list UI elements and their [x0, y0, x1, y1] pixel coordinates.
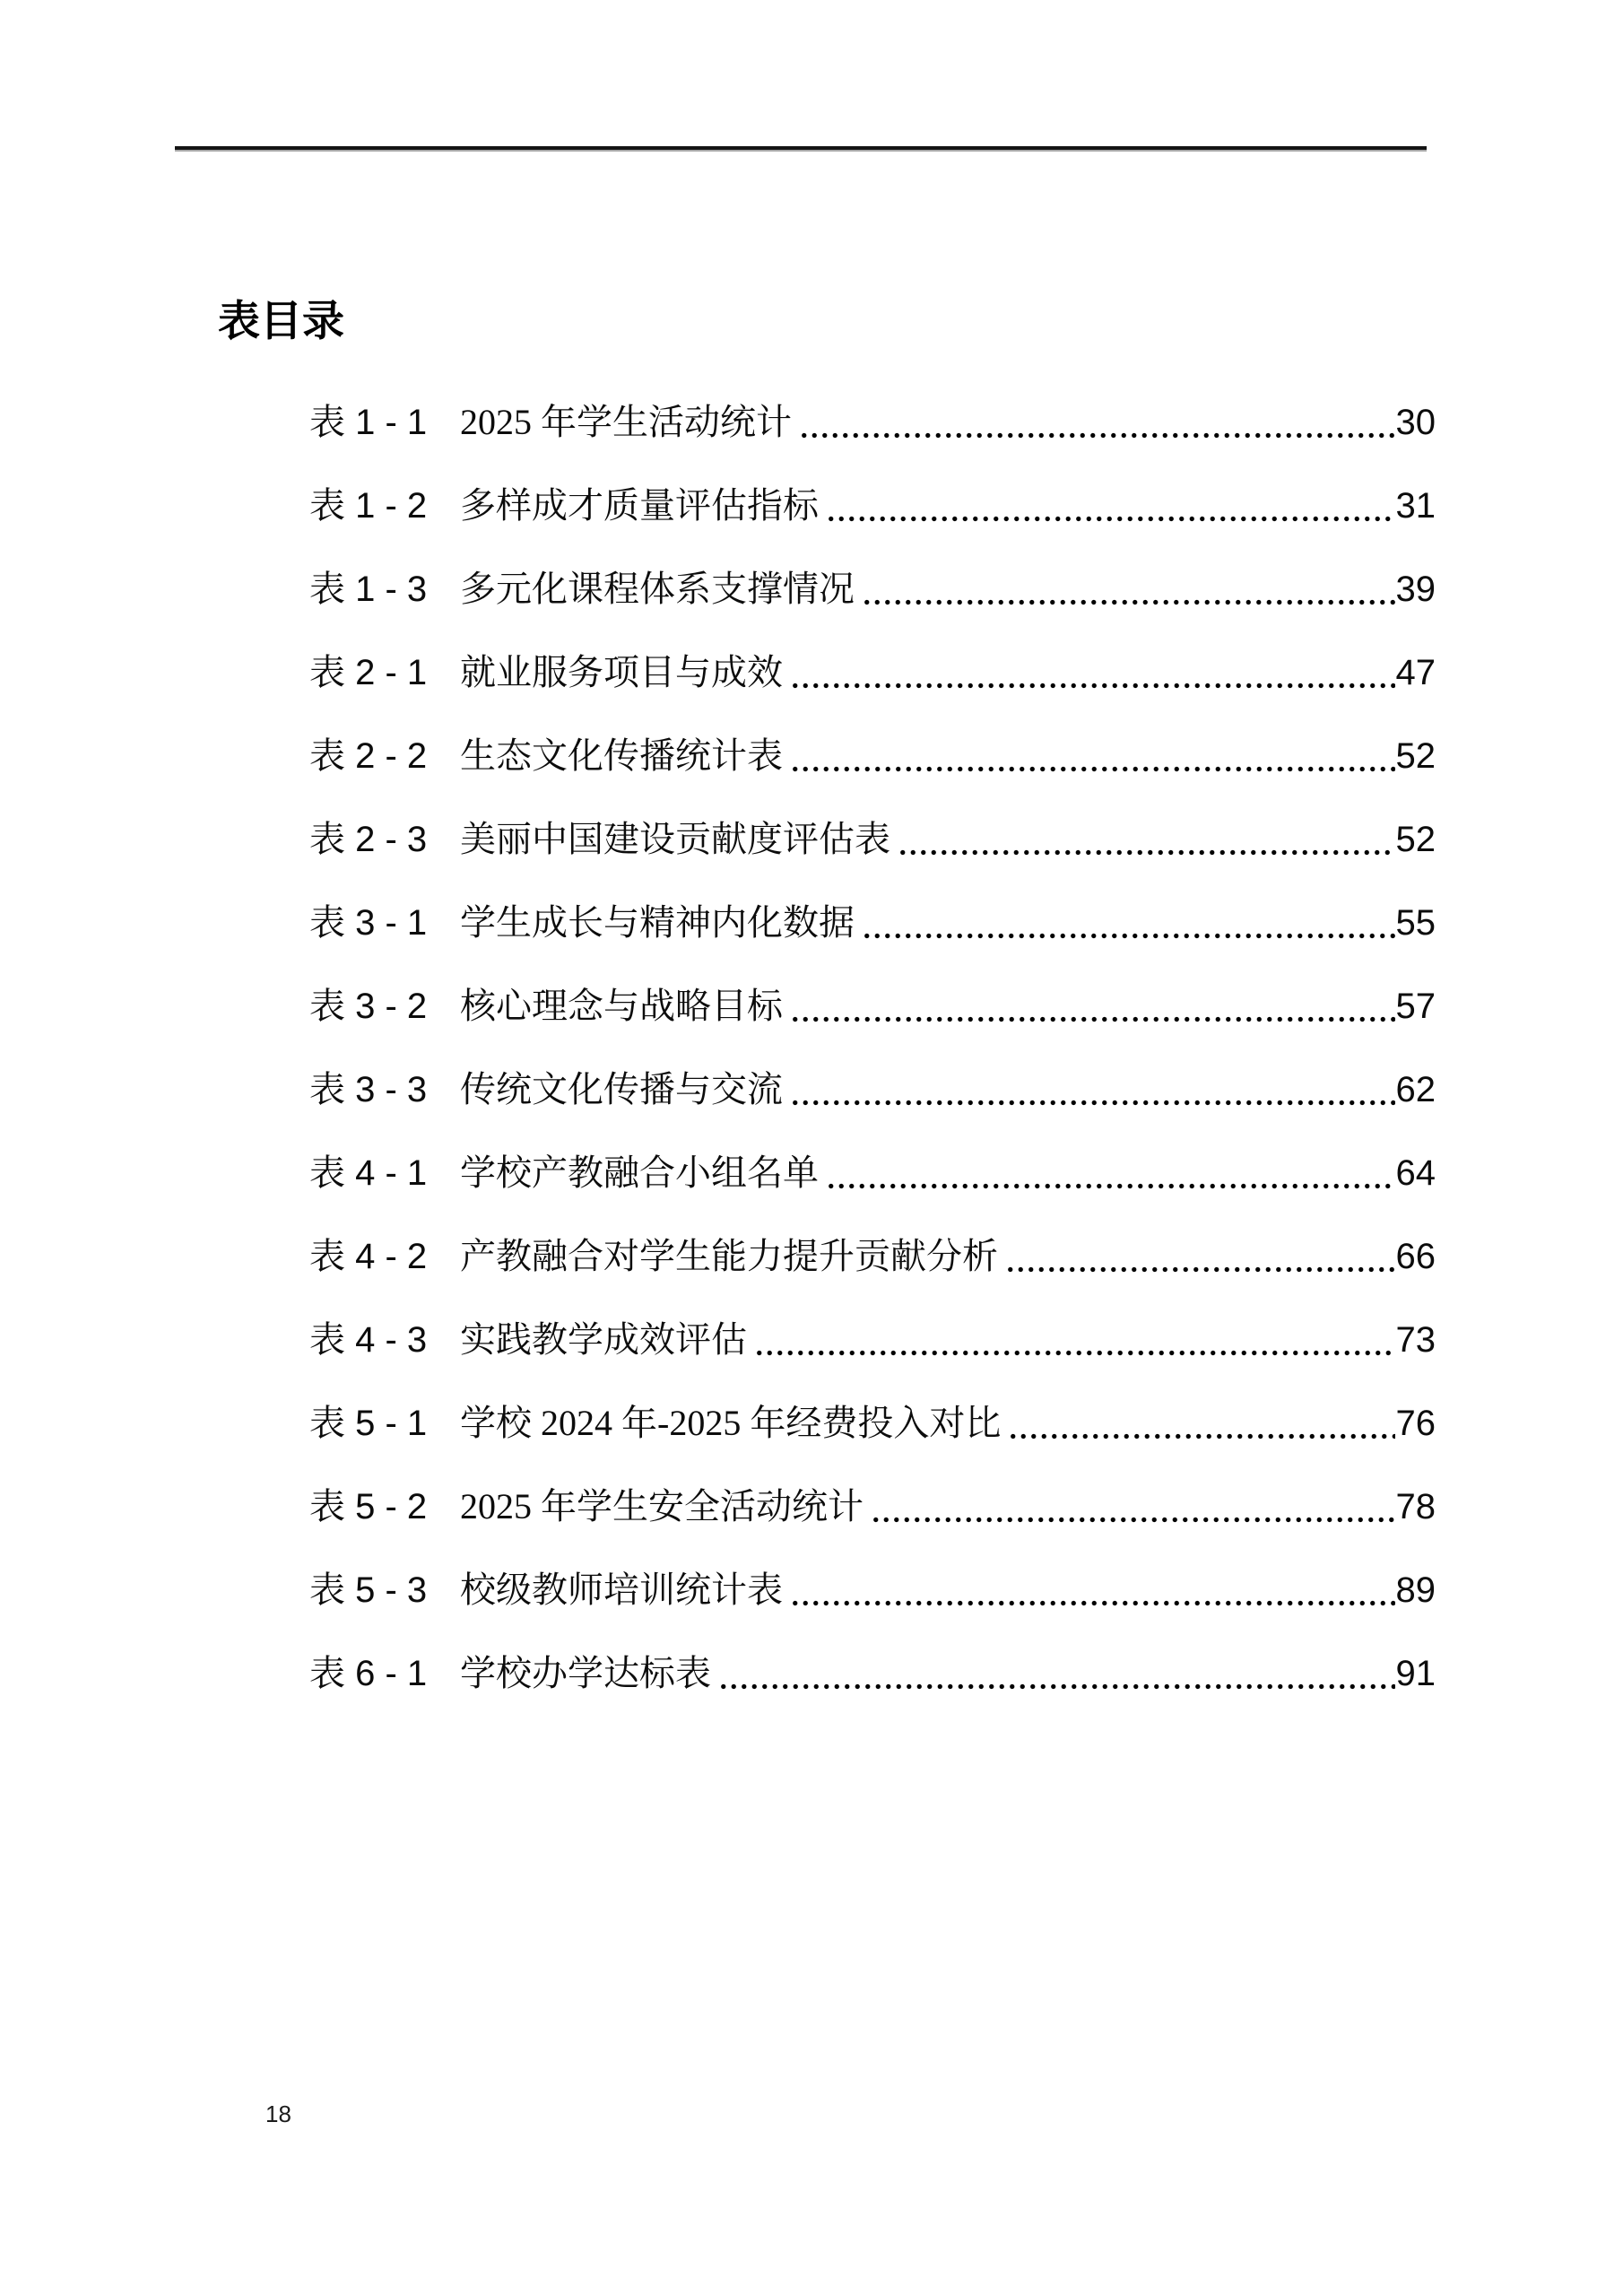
dot-leader — [790, 1074, 1395, 1106]
toc-entry-title: 学生成长与精神内化数据 — [460, 901, 855, 943]
toc-entry-label: 表 4 - 1 — [309, 1152, 428, 1193]
toc-entry-title: 产教融合对学生能力提升贡献分析 — [460, 1235, 998, 1276]
toc-entry-page: 52 — [1395, 735, 1436, 776]
toc-entry-label: 表 3 - 2 — [309, 986, 428, 1026]
toc-entry-page: 30 — [1395, 402, 1436, 442]
toc-entry-label: 表 1 - 1 — [309, 402, 428, 442]
dot-leader — [871, 1491, 1395, 1523]
toc-entry-page: 78 — [1395, 1486, 1436, 1526]
toc-entry-title: 学校办学达标表 — [460, 1652, 711, 1693]
toc-entry-page: 39 — [1395, 569, 1436, 609]
toc-entry[interactable] — [309, 631, 1436, 714]
toc-entry[interactable] — [309, 1381, 1436, 1465]
toc-entry-page: 73 — [1395, 1319, 1436, 1360]
toc-entry[interactable] — [309, 1548, 1436, 1631]
dot-leader — [826, 1157, 1395, 1189]
toc-entry-title: 多元化课程体系支撑情况 — [460, 568, 855, 609]
toc-entry-page: 76 — [1395, 1403, 1436, 1443]
toc-entry-title: 实践教学成效评估 — [460, 1318, 747, 1360]
toc-entry-title: 传统文化传播与交流 — [460, 1068, 783, 1109]
toc-entry-title: 就业服务项目与成效 — [460, 651, 783, 692]
toc-entry-label: 表 1 - 2 — [309, 485, 428, 526]
toc-entry-label: 表 2 - 1 — [309, 652, 428, 692]
toc-entry-title: 核心理念与战略目标 — [460, 985, 783, 1026]
toc-entry-label: 表 1 - 3 — [309, 569, 428, 609]
toc-entry-label: 表 3 - 3 — [309, 1069, 428, 1109]
toc-entry[interactable] — [309, 547, 1436, 631]
dot-leader — [1008, 1407, 1394, 1439]
toc-entry[interactable] — [309, 1298, 1436, 1381]
toc-entry-title: 学校 2024 年-2025 年经费投入对比 — [460, 1402, 1002, 1443]
toc-entry[interactable] — [309, 964, 1436, 1048]
dot-leader — [790, 990, 1395, 1022]
toc-entry-page: 52 — [1395, 819, 1436, 859]
dot-leader — [790, 657, 1395, 689]
toc-entry-title: 2025 年学生活动统计 — [460, 401, 792, 442]
toc-entry-label: 表 2 - 3 — [309, 819, 428, 859]
toc-entry-page: 91 — [1395, 1653, 1436, 1693]
toc-entry-page: 64 — [1395, 1152, 1436, 1193]
dot-leader — [718, 1657, 1395, 1690]
toc-entry-page: 89 — [1395, 1570, 1436, 1610]
toc-entry[interactable] — [309, 1214, 1436, 1298]
toc-entry[interactable] — [309, 1465, 1436, 1548]
toc-entry-label: 表 2 - 2 — [309, 735, 428, 776]
toc-entry-title: 学校产教融合小组名单 — [460, 1152, 819, 1193]
toc-entry-label: 表 4 - 3 — [309, 1319, 428, 1360]
toc-entry-title: 2025 年学生安全活动统计 — [460, 1485, 864, 1526]
toc-entry-page: 31 — [1395, 485, 1436, 526]
dot-leader — [898, 823, 1395, 856]
toc-entry-title: 多样成才质量评估指标 — [460, 484, 819, 526]
toc-entry-page: 47 — [1395, 652, 1436, 692]
toc-entry[interactable] — [309, 1631, 1436, 1715]
toc-entry-page: 57 — [1395, 986, 1436, 1026]
dot-leader — [862, 907, 1395, 939]
toc-entry-title: 美丽中国建设贡献度评估表 — [460, 818, 890, 859]
table-of-tables-list — [309, 380, 1436, 1715]
toc-entry-page: 66 — [1395, 1236, 1436, 1276]
toc-entry-label: 表 5 - 1 — [309, 1403, 428, 1443]
dot-leader — [1005, 1240, 1395, 1273]
toc-entry-label: 表 4 - 2 — [309, 1236, 428, 1276]
toc-entry-label: 表 3 - 1 — [309, 902, 428, 943]
toc-entry-page: 62 — [1395, 1069, 1436, 1109]
toc-entry-label: 表 6 - 1 — [309, 1653, 428, 1693]
toc-entry[interactable] — [309, 881, 1436, 964]
dot-leader — [754, 1324, 1395, 1356]
toc-entry[interactable] — [309, 1131, 1436, 1214]
dot-leader — [790, 1574, 1395, 1606]
toc-entry-title: 校级教师培训统计表 — [460, 1569, 783, 1610]
toc-entry[interactable] — [309, 380, 1436, 464]
toc-entry-page: 55 — [1395, 902, 1436, 943]
toc-entry[interactable] — [309, 714, 1436, 797]
dot-leader — [799, 406, 1395, 439]
dot-leader — [826, 490, 1395, 522]
dot-leader — [862, 573, 1395, 605]
toc-entry-title: 生态文化传播统计表 — [460, 735, 783, 776]
toc-entry-label: 表 5 - 3 — [309, 1570, 428, 1610]
dot-leader — [790, 740, 1395, 772]
toc-entry[interactable] — [309, 1048, 1436, 1131]
toc-entry[interactable] — [309, 464, 1436, 547]
toc-entry[interactable] — [309, 797, 1436, 881]
footer-page-number: 18 — [265, 2100, 291, 2127]
header-rule — [175, 146, 1427, 152]
page-title: 表目录 — [218, 297, 344, 344]
toc-entry-label: 表 5 - 2 — [309, 1486, 428, 1526]
